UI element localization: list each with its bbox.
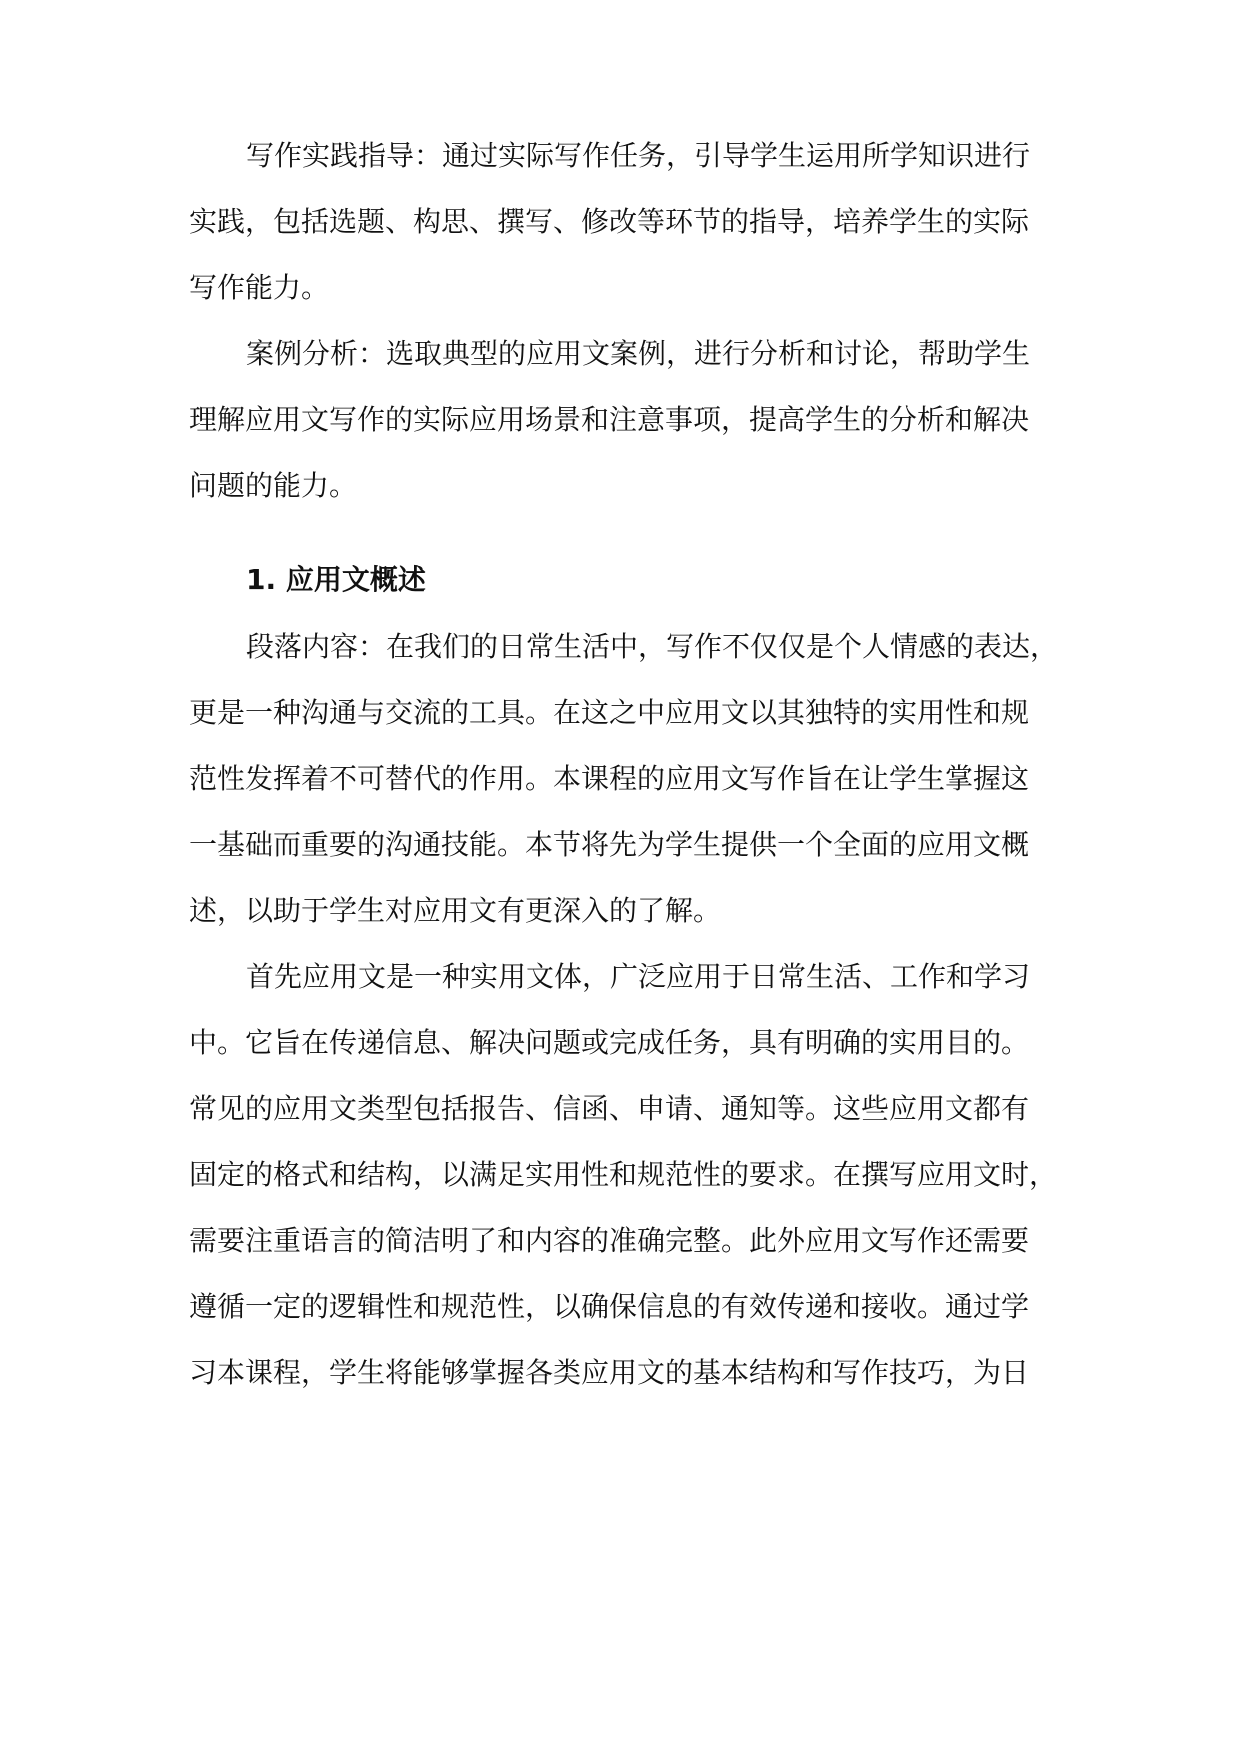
paragraph-line: 常见的应用文类型包括报告、信函、申请、通知等。这些应用文都有 xyxy=(189,1092,1030,1125)
paragraph-line: 中。它旨在传递信息、解决问题或完成任务，具有明确的实用目的。 xyxy=(189,1026,1030,1059)
paragraph-line: 遵循一定的逻辑性和规范性，以确保信息的有效传递和接收。通过学 xyxy=(189,1290,1030,1323)
paragraph-line: 实践，包括选题、构思、撰写、修改等环节的指导，培养学生的实际 xyxy=(189,205,1030,238)
paragraph-line: 段落内容：在我们的日常生活中，写作不仅仅是个人情感的表达， xyxy=(246,630,1059,663)
paragraph-line: 述，以助于学生对应用文有更深入的了解。 xyxy=(189,894,722,927)
paragraph-line: 问题的能力。 xyxy=(189,469,358,502)
paragraph-line: 需要注重语言的简洁明了和内容的准确完整。此外应用文写作还需要 xyxy=(189,1224,1030,1257)
paragraph-line: 首先应用文是一种实用文体，广泛应用于日常生活、工作和学习 xyxy=(246,960,1031,993)
paragraph-line: 案例分析：选取典型的应用文案例，进行分析和讨论，帮助学生 xyxy=(246,337,1031,370)
paragraph-line: 范性发挥着不可替代的作用。本课程的应用文写作旨在让学生掌握这 xyxy=(189,762,1030,795)
paragraph-line: 更是一种沟通与交流的工具。在这之中应用文以其独特的实用性和规 xyxy=(189,696,1030,729)
paragraph-line: 固定的格式和结构，以满足实用性和规范性的要求。在撰写应用文时， xyxy=(189,1158,1058,1191)
paragraph-line: 习本课程，学生将能够掌握各类应用文的基本结构和写作技巧，为日 xyxy=(189,1356,1030,1389)
section-heading: 1. 应用文概述 xyxy=(246,563,426,596)
paragraph-line: 一基础而重要的沟通技能。本节将先为学生提供一个全面的应用文概 xyxy=(189,828,1030,861)
paragraph-line: 写作实践指导：通过实际写作任务，引导学生运用所学知识进行 xyxy=(246,139,1031,172)
paragraph-line: 写作能力。 xyxy=(189,271,330,304)
paragraph-line: 理解应用文写作的实际应用场景和注意事项，提高学生的分析和解决 xyxy=(189,403,1030,436)
